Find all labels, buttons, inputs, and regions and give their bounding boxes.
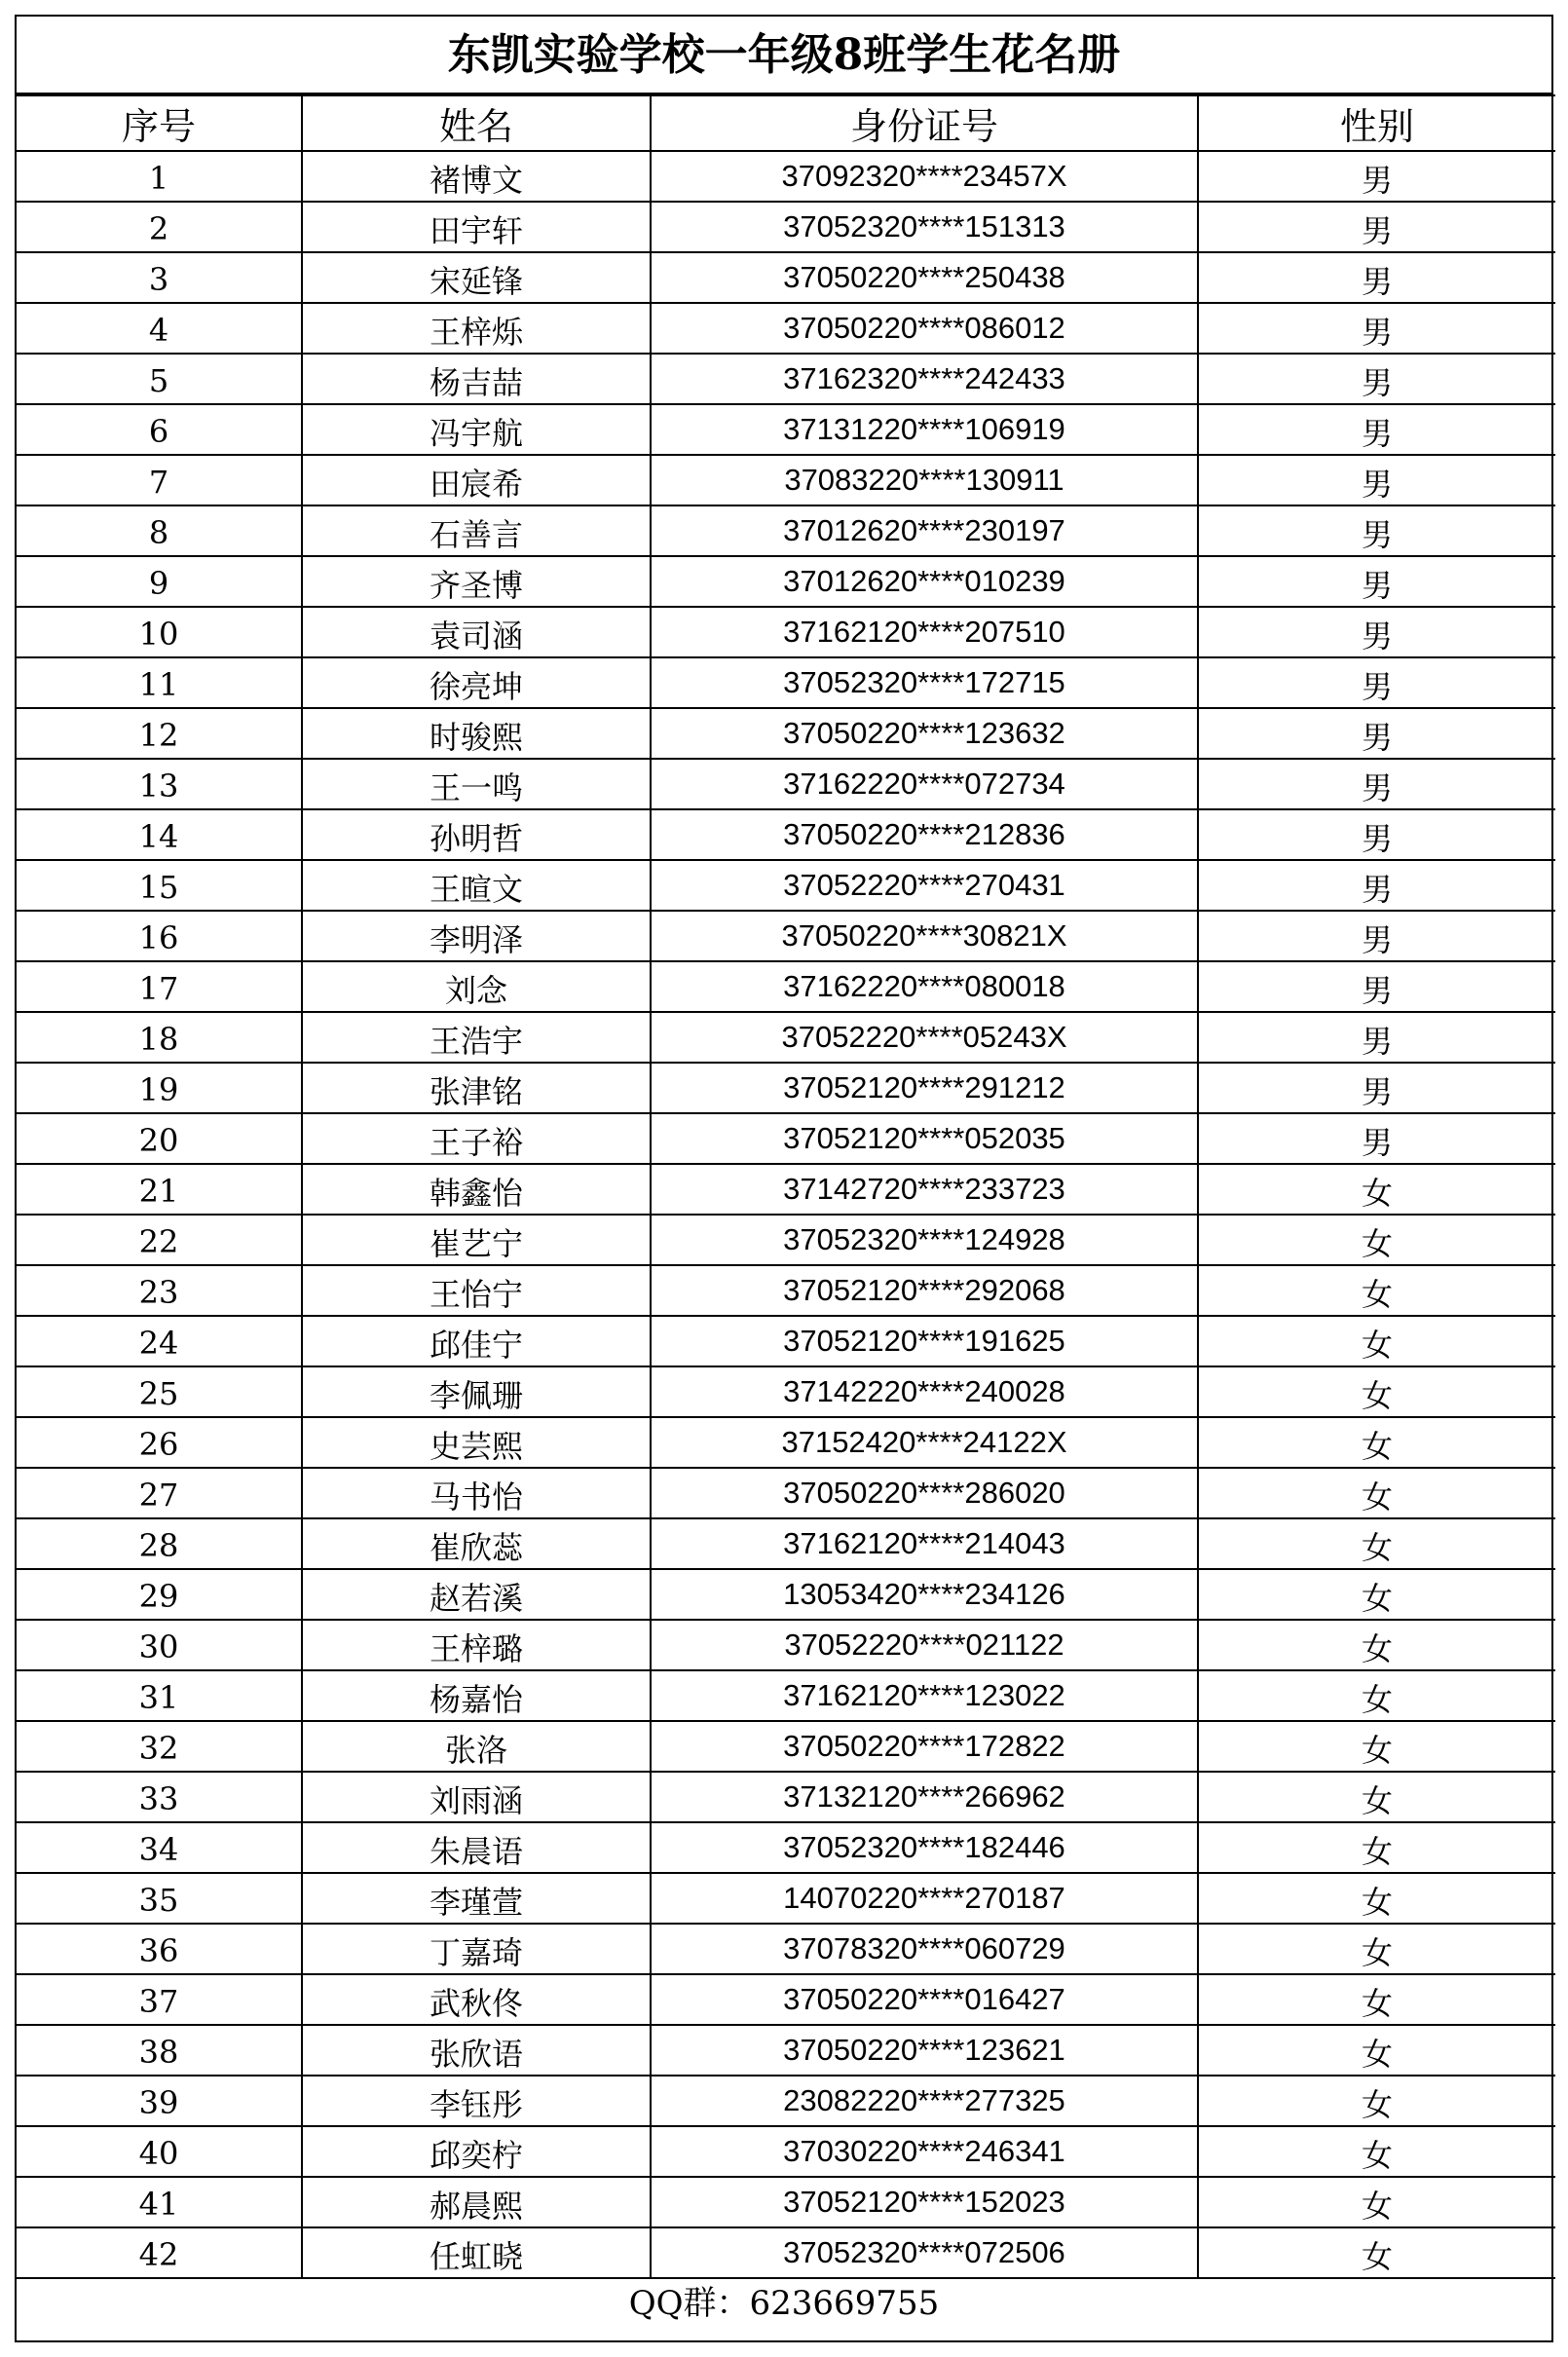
table-row <box>17 252 1555 303</box>
table-row <box>17 2126 1555 2177</box>
gender: 女 <box>1198 1164 1555 1215</box>
row-number: 8 <box>17 505 302 556</box>
table-row <box>17 404 1555 455</box>
id-number: 37052320****172715 <box>651 657 1198 708</box>
gender: 女 <box>1198 1366 1555 1417</box>
id-number: 37012620****010239 <box>651 556 1198 607</box>
row-number: 37 <box>17 1974 302 2025</box>
table-row <box>17 1366 1555 1417</box>
table-row <box>17 759 1555 809</box>
header-row <box>17 95 1555 151</box>
table-row <box>17 354 1555 404</box>
student-name: 邱佳宁 <box>302 1316 651 1366</box>
id-number: 37052120****292068 <box>651 1265 1198 1316</box>
roster-sheet <box>15 15 1553 2342</box>
id-number: 37050220****016427 <box>651 1974 1198 2025</box>
student-name: 李钰彤 <box>302 2076 651 2126</box>
student-name: 李佩珊 <box>302 1366 651 1417</box>
id-number: 37050220****286020 <box>651 1468 1198 1518</box>
student-name: 赵若溪 <box>302 1569 651 1620</box>
table-row <box>17 1772 1555 1822</box>
gender: 男 <box>1198 455 1555 505</box>
row-number: 22 <box>17 1215 302 1265</box>
student-name: 石善言 <box>302 505 651 556</box>
row-number: 23 <box>17 1265 302 1316</box>
id-number: 37052320****182446 <box>651 1822 1198 1873</box>
id-number: 37050220****086012 <box>651 303 1198 354</box>
table-row <box>17 2025 1555 2076</box>
student-name: 徐亮坤 <box>302 657 651 708</box>
id-number: 37162320****242433 <box>651 354 1198 404</box>
gender: 男 <box>1198 1113 1555 1164</box>
id-number: 37142720****233723 <box>651 1164 1198 1215</box>
student-name: 刘雨涵 <box>302 1772 651 1822</box>
id-number: 13053420****234126 <box>651 1569 1198 1620</box>
gender: 女 <box>1198 1215 1555 1265</box>
id-number: 37152420****24122X <box>651 1417 1198 1468</box>
student-name: 崔欣蕊 <box>302 1518 651 1569</box>
table-row <box>17 708 1555 759</box>
table-row <box>17 607 1555 657</box>
student-name: 李明泽 <box>302 911 651 961</box>
id-number: 37050220****212836 <box>651 809 1198 860</box>
student-name: 宋延锋 <box>302 252 651 303</box>
table-row <box>17 1873 1555 1924</box>
gender: 女 <box>1198 2126 1555 2177</box>
id-number: 37052120****191625 <box>651 1316 1198 1366</box>
gender: 男 <box>1198 809 1555 860</box>
student-name: 王浩宇 <box>302 1012 651 1063</box>
gender: 女 <box>1198 2177 1555 2227</box>
table-row <box>17 1164 1555 1215</box>
header-name: 姓名 <box>302 95 651 151</box>
table-row <box>17 1316 1555 1366</box>
gender: 男 <box>1198 759 1555 809</box>
gender: 女 <box>1198 1721 1555 1772</box>
student-name: 孙明哲 <box>302 809 651 860</box>
table-row <box>17 911 1555 961</box>
student-name: 马书怡 <box>302 1468 651 1518</box>
gender: 男 <box>1198 961 1555 1012</box>
student-name: 邱奕柠 <box>302 2126 651 2177</box>
row-number: 4 <box>17 303 302 354</box>
id-number: 37050220****172822 <box>651 1721 1198 1772</box>
row-number: 27 <box>17 1468 302 1518</box>
id-number: 37092320****23457X <box>651 151 1198 202</box>
row-number: 3 <box>17 252 302 303</box>
id-number: 37131220****106919 <box>651 404 1198 455</box>
id-number: 37050220****123632 <box>651 708 1198 759</box>
gender: 男 <box>1198 505 1555 556</box>
row-number: 40 <box>17 2126 302 2177</box>
id-number: 37132120****266962 <box>651 1772 1198 1822</box>
gender: 男 <box>1198 404 1555 455</box>
table-row <box>17 1265 1555 1316</box>
table-row <box>17 1620 1555 1670</box>
gender: 女 <box>1198 2076 1555 2126</box>
header-id: 身份证号 <box>651 95 1198 151</box>
id-number: 37078320****060729 <box>651 1924 1198 1974</box>
student-name: 褚博文 <box>302 151 651 202</box>
gender: 女 <box>1198 1518 1555 1569</box>
student-name: 朱晨语 <box>302 1822 651 1873</box>
id-number: 37050220****123621 <box>651 2025 1198 2076</box>
student-name: 王梓璐 <box>302 1620 651 1670</box>
roster-table <box>17 94 1555 2279</box>
id-number: 37050220****250438 <box>651 252 1198 303</box>
gender: 女 <box>1198 1569 1555 1620</box>
table-row <box>17 1974 1555 2025</box>
table-row <box>17 1924 1555 1974</box>
row-number: 32 <box>17 1721 302 1772</box>
gender: 女 <box>1198 1265 1555 1316</box>
table-row <box>17 2177 1555 2227</box>
table-row <box>17 505 1555 556</box>
id-number: 37052220****270431 <box>651 860 1198 911</box>
table-row <box>17 961 1555 1012</box>
gender: 男 <box>1198 708 1555 759</box>
row-number: 2 <box>17 202 302 252</box>
row-number: 28 <box>17 1518 302 1569</box>
student-name: 袁司涵 <box>302 607 651 657</box>
table-row <box>17 556 1555 607</box>
table-row <box>17 2227 1555 2278</box>
id-number: 37030220****246341 <box>651 2126 1198 2177</box>
student-name: 史芸熙 <box>302 1417 651 1468</box>
student-name: 齐圣博 <box>302 556 651 607</box>
table-row <box>17 1417 1555 1468</box>
row-number: 34 <box>17 1822 302 1873</box>
student-name: 张欣语 <box>302 2025 651 2076</box>
student-name: 杨吉喆 <box>302 354 651 404</box>
table-row <box>17 1468 1555 1518</box>
row-number: 11 <box>17 657 302 708</box>
id-number: 37050220****30821X <box>651 911 1198 961</box>
student-name: 杨嘉怡 <box>302 1670 651 1721</box>
table-row <box>17 303 1555 354</box>
table-row <box>17 202 1555 252</box>
id-number: 37052120****152023 <box>651 2177 1198 2227</box>
table-row <box>17 1670 1555 1721</box>
id-number: 37052320****072506 <box>651 2227 1198 2278</box>
row-number: 20 <box>17 1113 302 1164</box>
gender: 女 <box>1198 2227 1555 2278</box>
row-number: 42 <box>17 2227 302 2278</box>
id-number: 37162220****072734 <box>651 759 1198 809</box>
row-number: 5 <box>17 354 302 404</box>
roster-body <box>17 151 1555 2278</box>
table-row <box>17 1822 1555 1873</box>
student-name: 王梓烁 <box>302 303 651 354</box>
id-number: 37012620****230197 <box>651 505 1198 556</box>
student-name: 田宸希 <box>302 455 651 505</box>
gender: 女 <box>1198 1873 1555 1924</box>
row-number: 38 <box>17 2025 302 2076</box>
id-number: 37052220****021122 <box>651 1620 1198 1670</box>
row-number: 16 <box>17 911 302 961</box>
gender: 女 <box>1198 1772 1555 1822</box>
student-name: 王一鸣 <box>302 759 651 809</box>
gender: 男 <box>1198 607 1555 657</box>
table-row <box>17 455 1555 505</box>
row-number: 29 <box>17 1569 302 1620</box>
student-name: 王暄文 <box>302 860 651 911</box>
table-row <box>17 1215 1555 1265</box>
table-row <box>17 1113 1555 1164</box>
row-number: 36 <box>17 1924 302 1974</box>
footer-qq: QQ群：623669755 <box>628 2284 940 2323</box>
table-row <box>17 1063 1555 1113</box>
gender: 男 <box>1198 911 1555 961</box>
id-number: 37052320****151313 <box>651 202 1198 252</box>
student-name: 张津铭 <box>302 1063 651 1113</box>
table-row <box>17 657 1555 708</box>
gender: 女 <box>1198 2025 1555 2076</box>
gender: 女 <box>1198 1417 1555 1468</box>
row-number: 35 <box>17 1873 302 1924</box>
document-title: 东凯实验学校一年级8班学生花名册 <box>17 17 1551 94</box>
row-number: 26 <box>17 1417 302 1468</box>
row-number: 24 <box>17 1316 302 1366</box>
id-number: 37052120****052035 <box>651 1113 1198 1164</box>
gender: 女 <box>1198 1924 1555 1974</box>
id-number: 37052220****05243X <box>651 1012 1198 1063</box>
row-number: 19 <box>17 1063 302 1113</box>
id-number: 37052120****291212 <box>651 1063 1198 1113</box>
gender: 男 <box>1198 252 1555 303</box>
gender: 女 <box>1198 1974 1555 2025</box>
gender: 女 <box>1198 1316 1555 1366</box>
row-number: 7 <box>17 455 302 505</box>
table-row <box>17 151 1555 202</box>
header-no: 序号 <box>17 95 302 151</box>
row-number: 12 <box>17 708 302 759</box>
student-name: 崔艺宁 <box>302 1215 651 1265</box>
row-number: 10 <box>17 607 302 657</box>
student-name: 韩鑫怡 <box>302 1164 651 1215</box>
table-row <box>17 809 1555 860</box>
gender: 男 <box>1198 1063 1555 1113</box>
row-number: 30 <box>17 1620 302 1670</box>
id-number: 23082220****277325 <box>651 2076 1198 2126</box>
id-number: 37052320****124928 <box>651 1215 1198 1265</box>
gender: 女 <box>1198 1822 1555 1873</box>
id-number: 14070220****270187 <box>651 1873 1198 1924</box>
gender: 男 <box>1198 151 1555 202</box>
student-name: 任虹晓 <box>302 2227 651 2278</box>
row-number: 9 <box>17 556 302 607</box>
id-number: 37162120****214043 <box>651 1518 1198 1569</box>
gender: 女 <box>1198 1670 1555 1721</box>
table-row <box>17 1569 1555 1620</box>
header-sex: 性别 <box>1198 95 1555 151</box>
row-number: 39 <box>17 2076 302 2126</box>
row-number: 21 <box>17 1164 302 1215</box>
student-name: 丁嘉琦 <box>302 1924 651 1974</box>
student-name: 田宇轩 <box>302 202 651 252</box>
row-number: 33 <box>17 1772 302 1822</box>
table-row <box>17 2076 1555 2126</box>
row-number: 6 <box>17 404 302 455</box>
gender: 男 <box>1198 556 1555 607</box>
row-number: 15 <box>17 860 302 911</box>
gender: 女 <box>1198 1468 1555 1518</box>
row-number: 13 <box>17 759 302 809</box>
table-row <box>17 860 1555 911</box>
row-number: 17 <box>17 961 302 1012</box>
student-name: 郝晨熙 <box>302 2177 651 2227</box>
student-name: 李瑾萱 <box>302 1873 651 1924</box>
id-number: 37083220****130911 <box>651 455 1198 505</box>
row-number: 14 <box>17 809 302 860</box>
student-name: 武秋佟 <box>302 1974 651 2025</box>
gender: 男 <box>1198 860 1555 911</box>
id-number: 37162120****123022 <box>651 1670 1198 1721</box>
table-row <box>17 1012 1555 1063</box>
student-name: 王怡宁 <box>302 1265 651 1316</box>
id-number: 37162120****207510 <box>651 607 1198 657</box>
gender: 女 <box>1198 1620 1555 1670</box>
id-number: 37142220****240028 <box>651 1366 1198 1417</box>
gender: 男 <box>1198 202 1555 252</box>
row-number: 25 <box>17 1366 302 1417</box>
gender: 男 <box>1198 1012 1555 1063</box>
table-row <box>17 1518 1555 1569</box>
row-number: 31 <box>17 1670 302 1721</box>
gender: 男 <box>1198 303 1555 354</box>
gender: 男 <box>1198 657 1555 708</box>
student-name: 冯宇航 <box>302 404 651 455</box>
row-number: 18 <box>17 1012 302 1063</box>
student-name: 刘念 <box>302 961 651 1012</box>
table-row <box>17 1721 1555 1772</box>
row-number: 41 <box>17 2177 302 2227</box>
gender: 男 <box>1198 354 1555 404</box>
student-name: 时骏熙 <box>302 708 651 759</box>
row-number: 1 <box>17 151 302 202</box>
student-name: 王子裕 <box>302 1113 651 1164</box>
id-number: 37162220****080018 <box>651 961 1198 1012</box>
student-name: 张洛 <box>302 1721 651 1772</box>
